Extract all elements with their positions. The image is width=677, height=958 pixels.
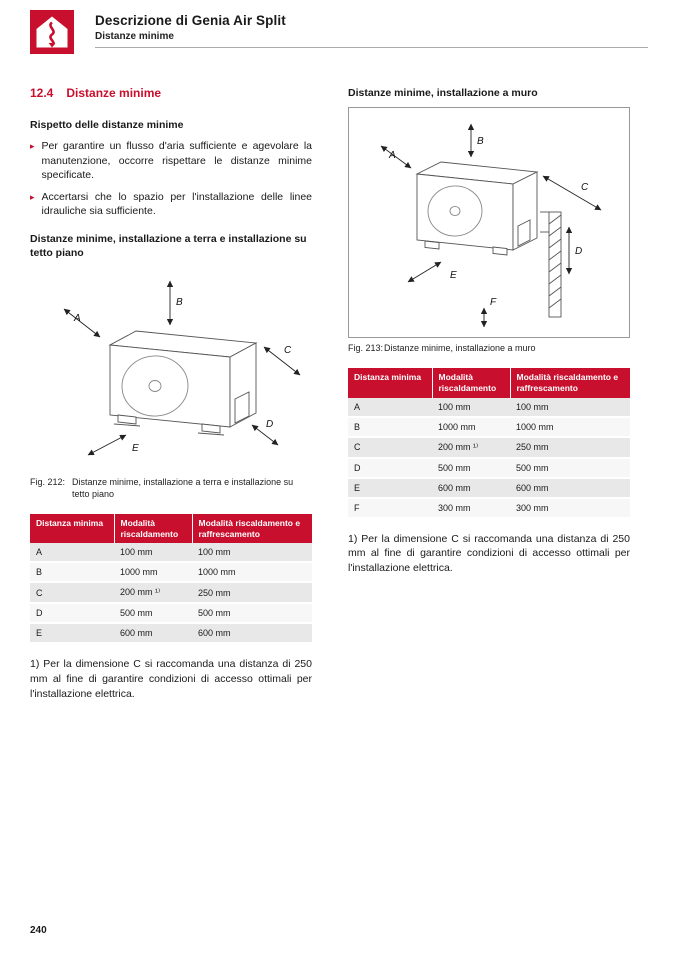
content-columns — [30, 86, 630, 702]
dimension-label-d: D — [575, 246, 583, 258]
figure-label: Fig. 213: — [348, 343, 384, 354]
cell-heat: 100 mm — [114, 543, 192, 562]
bullet-item — [30, 190, 312, 219]
cell-heat: 1000 mm — [432, 417, 510, 437]
subheading-rispetto: Rispetto delle distanze minime — [30, 119, 184, 131]
outdoor-unit — [417, 162, 537, 255]
dimension-arrow-a — [64, 309, 100, 337]
cell-heat-cool: 250 mm — [192, 582, 312, 603]
document-title: Descrizione di Genia Air Split — [95, 13, 286, 28]
cell-heat-cool: 300 mm — [510, 498, 630, 518]
dimension-label-c: C — [581, 182, 589, 194]
header-titles — [95, 8, 648, 42]
table-row — [30, 603, 312, 623]
dimension-label-a: A — [389, 150, 396, 162]
cell-heat-cool: 500 mm — [510, 458, 630, 478]
col-header-distanza: Distanza minima — [348, 368, 432, 397]
mounting-foot — [202, 424, 220, 433]
cell-heat: 100 mm — [432, 398, 510, 417]
cell-dim: E — [30, 623, 114, 643]
min-distances-table-wall — [348, 368, 630, 518]
col-header-riscaldamento: Modalità riscaldamento — [114, 514, 192, 543]
dimension-arrow-e — [88, 435, 126, 455]
figure-caption-text: Distanze minime, installazione a terra e installazione su tetto piano — [72, 476, 294, 500]
col-header-riscaldamento-raffrescamento: Modalità riscaldamento e raffrescamento — [510, 368, 630, 397]
document-subtitle: Distanze minime — [95, 31, 174, 42]
cell-dim: C — [348, 437, 432, 458]
cell-dim: A — [348, 398, 432, 417]
table-row — [348, 398, 630, 417]
figure-caption-text: Distanze minime, installazione a muro — [384, 343, 536, 354]
cell-heat: 500 mm — [114, 603, 192, 623]
cell-heat-cool: 600 mm — [510, 478, 630, 498]
table-row — [348, 417, 630, 437]
section-number: 12.4 — [30, 86, 54, 100]
dimension-arrow-a — [381, 146, 411, 168]
figure-caption — [348, 342, 630, 354]
table-row — [30, 582, 312, 603]
cell-heat-cool: 250 mm — [510, 437, 630, 458]
min-distances-table-ground — [30, 514, 312, 644]
footnote-ground: 1) Per la dimensione C si raccomanda una distanza di 250 mm al fine di garantire condizioni di accesso ottimali per l'installazione elettrica. — [30, 658, 312, 700]
mounting-foot — [425, 241, 439, 249]
diagram-frame — [348, 107, 630, 338]
cell-heat-cool: 1000 mm — [510, 417, 630, 437]
table-header-row — [348, 368, 630, 397]
section-label: Distanze minime — [66, 86, 162, 100]
dimension-label-d: D — [266, 418, 274, 430]
col-header-riscaldamento-raffrescamento: Modalità riscaldamento e raffrescamento — [192, 514, 312, 543]
right-column — [348, 86, 630, 702]
left-column — [30, 86, 312, 702]
bullet-text: Per garantire un flusso d'aria sufficiente e agevolare la manutenzione, occorre rispettare le distanze minime specificate. — [41, 140, 312, 182]
cell-dim: D — [348, 458, 432, 478]
footnote-wall: 1) Per la dimensione C si raccomanda una distanza di 250 mm al fine di garantire condizioni di accesso ottimali per l'installazione elettrica. — [348, 532, 630, 574]
wall-installation-diagram — [353, 112, 625, 330]
dimension-label-f: F — [490, 297, 497, 309]
wall-bracket — [540, 212, 561, 317]
bullet-arrow-icon: ▸ — [30, 191, 35, 202]
table-row — [348, 437, 630, 458]
dimension-arrow-d — [252, 425, 278, 445]
dimension-arrow-e — [408, 262, 441, 282]
dimension-label-b: B — [477, 136, 484, 148]
cell-heat-cool: 100 mm — [510, 398, 630, 417]
outdoor-unit — [110, 331, 256, 435]
section-title — [30, 86, 312, 100]
table-row — [30, 562, 312, 582]
brand-logo — [30, 10, 74, 54]
cell-dim: A — [30, 543, 114, 562]
cell-dim: F — [348, 498, 432, 518]
wall-figure-heading: Distanze minime, installazione a muro — [348, 87, 538, 99]
cell-heat: 500 mm — [432, 458, 510, 478]
table-row — [30, 543, 312, 562]
dimension-arrow-c — [543, 176, 601, 210]
cell-heat-cool: 600 mm — [192, 623, 312, 643]
table-header-row — [30, 514, 312, 543]
page-header — [30, 8, 648, 48]
col-header-distanza: Distanza minima — [30, 514, 114, 543]
table-row — [348, 458, 630, 478]
ground-installation-diagram — [30, 267, 312, 467]
cell-dim: D — [30, 603, 114, 623]
cell-heat: 200 mm ¹⁾ — [114, 582, 192, 603]
cell-heat: 600 mm — [432, 478, 510, 498]
dimension-label-e: E — [450, 270, 457, 282]
dimension-label-b: B — [176, 296, 183, 308]
cell-heat-cool: 100 mm — [192, 543, 312, 562]
cell-dim: C — [30, 582, 114, 603]
cell-dim: B — [30, 562, 114, 582]
table-row — [348, 498, 630, 518]
figure-caption — [30, 476, 312, 500]
page-number: 240 — [30, 925, 47, 936]
figure-label: Fig. 212: — [30, 476, 66, 487]
cell-heat-cool: 1000 mm — [192, 562, 312, 582]
cell-heat: 300 mm — [432, 498, 510, 518]
table-row — [30, 623, 312, 643]
ground-installation-figure — [30, 267, 312, 500]
header-divider — [95, 47, 648, 48]
ground-figure-heading: Distanze minime, installazione a terra e installazione su tetto piano — [30, 232, 307, 259]
dimension-label-c: C — [284, 344, 292, 356]
cell-dim: E — [348, 478, 432, 498]
mounting-foot — [493, 247, 507, 255]
bullet-arrow-icon: ▸ — [30, 141, 35, 152]
cell-heat: 600 mm — [114, 623, 192, 643]
cell-dim: B — [348, 417, 432, 437]
dimension-label-a: A — [74, 312, 81, 324]
mounting-foot — [118, 415, 136, 424]
table-row — [348, 478, 630, 498]
dimension-label-e: E — [132, 442, 139, 454]
cell-heat: 1000 mm — [114, 562, 192, 582]
cell-heat: 200 mm ¹⁾ — [432, 437, 510, 458]
dimension-arrow-c — [264, 344, 300, 375]
bullet-item — [30, 139, 312, 182]
cell-heat-cool: 500 mm — [192, 603, 312, 623]
wall-installation-figure — [348, 107, 630, 354]
bullet-text: Accertarsi che lo spazio per l'installazione delle linee idrauliche sia sufficiente. — [41, 190, 312, 218]
col-header-riscaldamento: Modalità riscaldamento — [432, 368, 510, 397]
